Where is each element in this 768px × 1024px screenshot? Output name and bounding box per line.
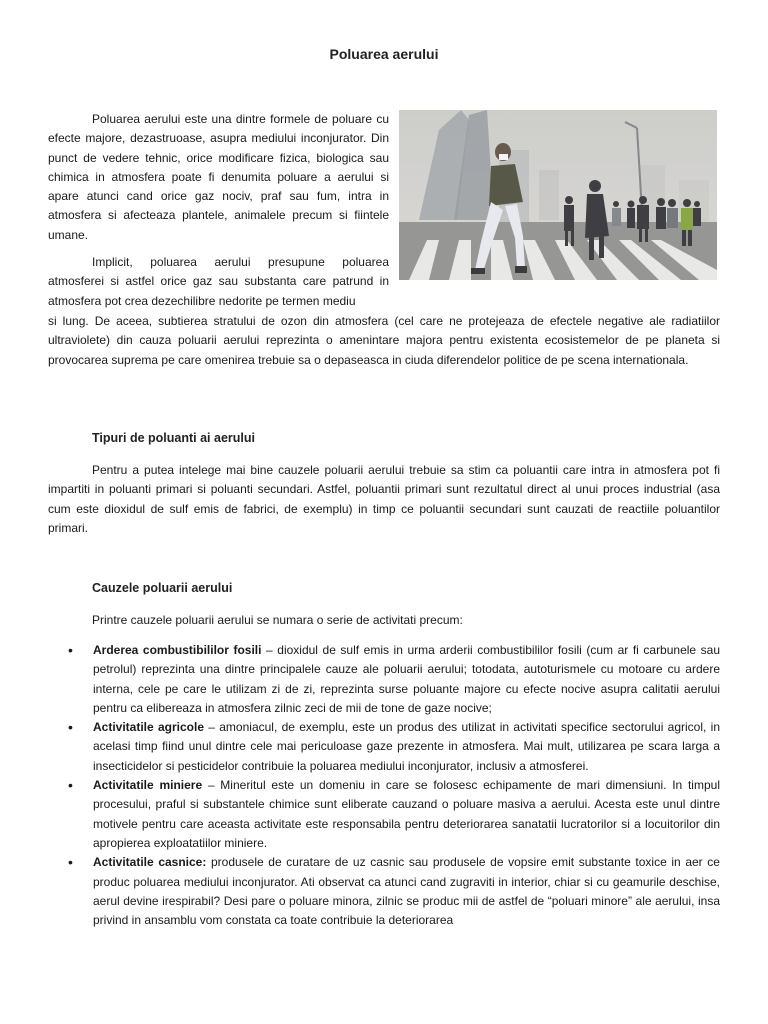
page-title: Poluarea aerului — [329, 46, 439, 62]
intro-paragraph-1: Poluarea aerului este una dintre formele de poluare cu efecte majore, dezastruoase, asupra mediului inconjurator. Din punct de vedere tehnic, orice modificare fizica, biologica sau chimica in atmosfera poate fi denumita poluare a aerului si apare atunci cand orice gaz nociv, praf sau fum, intra in atmosfera si afecteaza plantele, animalele precum si fiintele umane. — [48, 112, 389, 242]
list-item-text: – amoniacul, de exemplu, este un produs des utilizat in activitati specifice sectorului agricol, in acelasi timp fiind unul dintre cele mai periculoase gaze prezente in atmosfera. Mai mult, utilizarea pe scara larga a insecticidelor si pesticidelor contribuie la poluarea mediului inconjurator, inclusiv a atmosferei. — [93, 720, 720, 773]
bullet-icon: • — [68, 777, 73, 794]
section2-intro: Printre cauzele poluarii aerului se numara o serie de activitati precum: — [92, 613, 463, 627]
intro-paragraph-2-continuation-block — [48, 312, 720, 370]
list-item-text: produsele de curatare de uz casnic sau produsele de vopsire emit substante toxice in aer ce produc poluarea mediului inconjurator. Ati observat ca atunci cand zugraviti in interior, chiar si cu geamurile deschise, aerul devine irespirabil? Desi pare o poluare minora, zilnic se produc mii de astfel de “poluari minore” ale aerului, insa privind in ansamblu vom constata ca toate contribuie la deteriorarea — [93, 855, 720, 928]
bullet-icon: • — [68, 642, 73, 658]
bullet-icon: • — [68, 719, 73, 736]
intro-column — [48, 110, 389, 311]
causes-list — [48, 641, 720, 930]
list-item-label: Activitatile agricole — [93, 720, 204, 735]
section1-body — [48, 461, 720, 538]
intro-paragraph-2-end: si lung. De aceea, subtierea stratului de ozon din atmosfera (cel care ne protejeaza de efectele negative ale radiatiilor ultraviolete) din cauza poluarii aerului reprezinta o amenintare majora pentru existenta ecosistemelor de pe planeta si provocarea suprema pe care omenirea trebuie sa o depaseasca in ciuda diferendelor politice de pe scena internationala. — [48, 314, 720, 367]
list-item-label: Activitatile miniere — [93, 778, 203, 793]
list-item-text: – Mineritul este un domeniu in care se folosesc echipamente de mari dimensiuni. In timpul procesului, praful si substantele chimice sunt eliberate cauzand o poluare masiva a aerului. Acesta este unul dintre motivele pentru care aceasta activitate este responsabila pentru deteriorarea sanatatii lucratorilor si a locuitorilor din apropierea exploatatiilor miniere. — [93, 778, 720, 850]
section-heading-cauze: Cauzele poluarii aerului — [92, 581, 233, 595]
list-item-text: – dioxidul de sulf emis in urma arderii combustibililor fosili (cum ar fi carbunele sau petrolul) reprezinta una dintre principalele cauze ale poluarii aerului; totodata, autoturismele cu motoare cu ardere interna, cele pe care le utilizam zi de zi, reprezinta surse poluante majore cu efecte nocive asupra calitatii aerului pentru ca elibereaza in atmosfera zilnic zeci de mii de tone de gaze nocive; — [93, 643, 721, 715]
list-item-label: Activitatile casnice: — [93, 855, 207, 870]
section1-paragraph: Pentru a putea intelege mai bine cauzele poluarii aerului trebuie sa stim ca poluantii care intra in atmosfera pot fi impartiti in poluanti primari si poluanti secundari. Astfel, poluantii primari sunt rezultatul direct al unui proces industrial (asa cum este dioxidul de sulf emis de fabrici, de exemplu) in timp ce poluantii secundari sunt cauzati de reactiile poluantilor primari. — [48, 463, 720, 535]
smog-street-photo — [399, 110, 717, 280]
list-item — [48, 853, 720, 930]
section-heading-poluanti: Tipuri de poluanti ai aerului — [92, 431, 255, 445]
list-item — [48, 641, 720, 718]
intro-paragraph-2-start: Implicit, poluarea aerului presupune poluarea atmosferei si astfel orice gaz sau substanta care patrund in atmosfera pot crea dezechilibre nedorite pe termen mediu — [48, 255, 389, 308]
list-item — [48, 776, 720, 853]
list-item-label: Arderea combustibililor fosili — [93, 643, 262, 657]
list-item — [48, 718, 720, 776]
section2-intro-block — [48, 611, 720, 630]
bullet-icon: • — [68, 854, 73, 871]
